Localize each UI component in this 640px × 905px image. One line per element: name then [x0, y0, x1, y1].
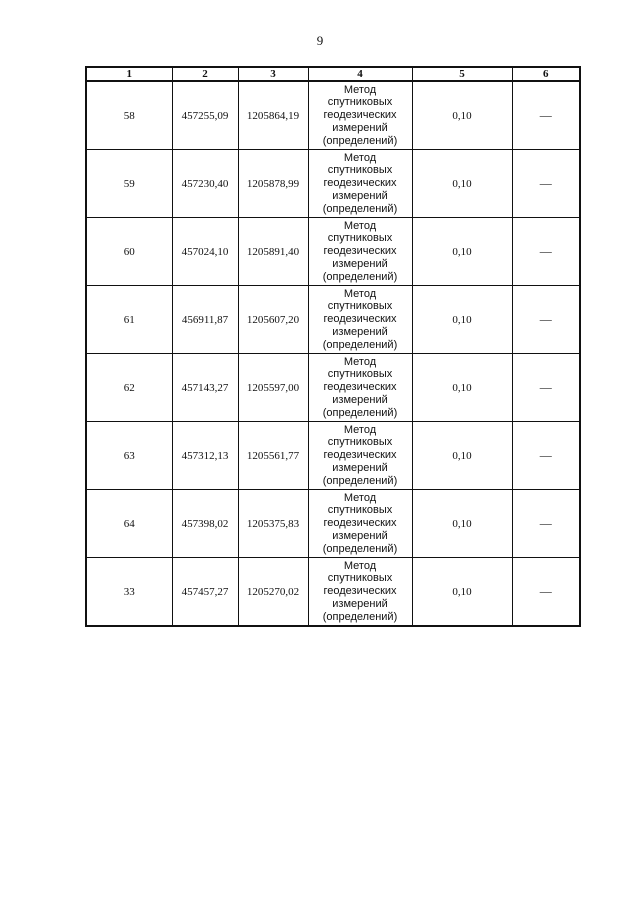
- method-line: спутниковых: [327, 504, 393, 517]
- page-number: 9: [316, 33, 324, 48]
- method-line: Метод: [343, 151, 377, 164]
- method-line: спутниковых: [327, 164, 393, 177]
- table-row: [86, 490, 580, 558]
- table-row: [86, 150, 580, 218]
- method-line: геодезических: [323, 177, 397, 190]
- method-line: Метод: [343, 83, 377, 96]
- point-number-cell: 33: [86, 558, 172, 627]
- y-coordinate-cell: 1205607,20: [238, 286, 308, 354]
- method-line: (определений): [322, 406, 398, 419]
- accuracy-cell: 0,10: [412, 81, 512, 150]
- note-cell: [512, 558, 580, 627]
- x-coordinate-cell: 457457,27: [172, 558, 238, 627]
- method-line: (определений): [322, 338, 398, 351]
- header-col-2: 2: [172, 67, 238, 81]
- note-cell: [512, 354, 580, 422]
- header-col-6: 6: [512, 67, 580, 81]
- table-row: [86, 81, 580, 150]
- table-row: [86, 422, 580, 490]
- accuracy-cell: 0,10: [412, 286, 512, 354]
- method-line: (определений): [322, 610, 398, 623]
- x-coordinate-cell: 457312,13: [172, 422, 238, 490]
- note-cell: [512, 286, 580, 354]
- dash-mark: —: [539, 516, 552, 530]
- x-coordinate-cell: 457398,02: [172, 490, 238, 558]
- method-line: геодезических: [323, 449, 397, 462]
- method-line: спутниковых: [327, 96, 393, 109]
- header-col-3: 3: [238, 67, 308, 81]
- y-coordinate-cell: 1205891,40: [238, 218, 308, 286]
- method-line: измерений: [332, 529, 388, 542]
- method-line: Метод: [343, 287, 377, 300]
- method-line: измерений: [332, 597, 388, 610]
- point-number-cell: 60: [86, 218, 172, 286]
- point-number-cell: 58: [86, 81, 172, 150]
- method-line: геодезических: [323, 245, 397, 258]
- x-coordinate-cell: 457230,40: [172, 150, 238, 218]
- method-line: Метод: [343, 559, 377, 572]
- method-line: Метод: [343, 219, 377, 232]
- y-coordinate-cell: 1205864,19: [238, 81, 308, 150]
- method-cell: [308, 422, 412, 490]
- method-line: (определений): [322, 270, 398, 283]
- table-header-row: [86, 67, 580, 81]
- method-line: измерений: [332, 257, 388, 270]
- point-number-cell: 59: [86, 150, 172, 218]
- point-number-cell: 61: [86, 286, 172, 354]
- dash-mark: —: [539, 584, 552, 598]
- point-number-cell: 63: [86, 422, 172, 490]
- method-line: (определений): [322, 542, 398, 555]
- coordinates-table: [85, 66, 581, 627]
- y-coordinate-cell: 1205270,02: [238, 558, 308, 627]
- y-coordinate-cell: 1205878,99: [238, 150, 308, 218]
- method-line: спутниковых: [327, 572, 393, 585]
- method-line: Метод: [343, 491, 377, 504]
- accuracy-cell: 0,10: [412, 354, 512, 422]
- x-coordinate-cell: 456911,87: [172, 286, 238, 354]
- accuracy-cell: 0,10: [412, 422, 512, 490]
- method-cell: [308, 558, 412, 627]
- method-cell: [308, 150, 412, 218]
- method-line: спутниковых: [327, 300, 393, 313]
- table-body: [86, 81, 580, 626]
- note-cell: [512, 490, 580, 558]
- method-line: Метод: [343, 355, 377, 368]
- note-cell: [512, 218, 580, 286]
- method-cell: [308, 354, 412, 422]
- method-line: измерений: [332, 325, 388, 338]
- dash-mark: —: [539, 448, 552, 462]
- dash-mark: —: [539, 312, 552, 326]
- note-cell: [512, 150, 580, 218]
- point-number-cell: 62: [86, 354, 172, 422]
- method-line: спутниковых: [327, 232, 393, 245]
- x-coordinate-cell: 457255,09: [172, 81, 238, 150]
- method-line: измерений: [332, 189, 388, 202]
- method-line: Метод: [343, 423, 377, 436]
- method-line: спутниковых: [327, 368, 393, 381]
- dash-mark: —: [539, 380, 552, 394]
- table-row: [86, 286, 580, 354]
- method-line: (определений): [322, 202, 398, 215]
- method-line: (определений): [322, 474, 398, 487]
- y-coordinate-cell: 1205375,83: [238, 490, 308, 558]
- dash-mark: —: [539, 176, 552, 190]
- dash-mark: —: [539, 244, 552, 258]
- header-col-5: 5: [412, 67, 512, 81]
- header-col-1: 1: [86, 67, 172, 81]
- method-cell: [308, 286, 412, 354]
- method-line: геодезических: [323, 585, 397, 598]
- accuracy-cell: 0,10: [412, 218, 512, 286]
- point-number-cell: 64: [86, 490, 172, 558]
- header-col-4: 4: [308, 67, 412, 81]
- method-line: геодезических: [323, 381, 397, 394]
- y-coordinate-cell: 1205561,77: [238, 422, 308, 490]
- method-line: спутниковых: [327, 436, 393, 449]
- accuracy-cell: 0,10: [412, 558, 512, 627]
- method-cell: [308, 81, 412, 150]
- method-cell: [308, 218, 412, 286]
- accuracy-cell: 0,10: [412, 490, 512, 558]
- dash-mark: —: [539, 108, 552, 122]
- note-cell: [512, 422, 580, 490]
- method-cell: [308, 490, 412, 558]
- accuracy-cell: 0,10: [412, 150, 512, 218]
- note-cell: [512, 81, 580, 150]
- method-line: измерений: [332, 393, 388, 406]
- method-line: измерений: [332, 461, 388, 474]
- table-row: [86, 218, 580, 286]
- method-line: геодезических: [323, 109, 397, 122]
- table-row: [86, 354, 580, 422]
- table-row: [86, 558, 580, 627]
- method-line: геодезических: [323, 313, 397, 326]
- method-line: измерений: [332, 121, 388, 134]
- method-line: (определений): [322, 134, 398, 147]
- x-coordinate-cell: 457143,27: [172, 354, 238, 422]
- y-coordinate-cell: 1205597,00: [238, 354, 308, 422]
- method-line: геодезических: [323, 517, 397, 530]
- x-coordinate-cell: 457024,10: [172, 218, 238, 286]
